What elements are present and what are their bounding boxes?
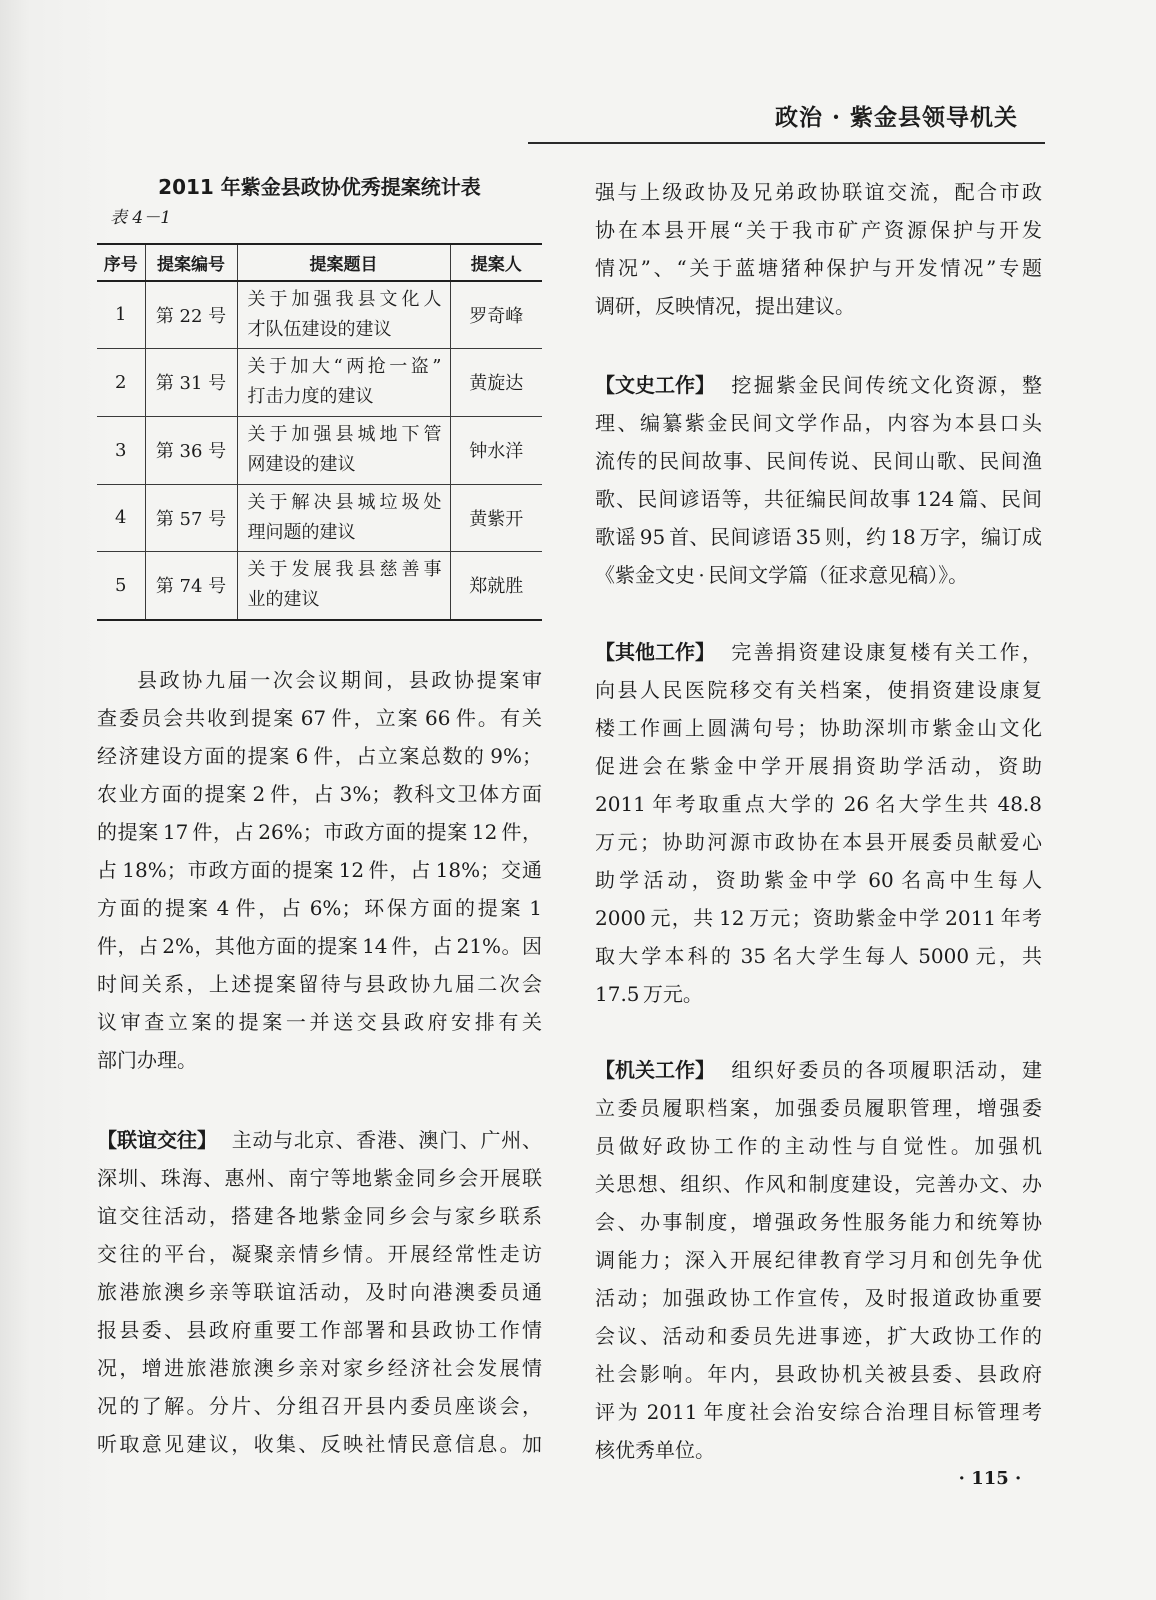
- liaison-section: [97, 1121, 542, 1463]
- cell-title: [237, 551, 450, 620]
- text-line: 况，增进旅港旅澳乡亲对家乡经济社会发展情: [97, 1356, 542, 1380]
- cell-title: [237, 281, 450, 348]
- text-line: [595, 366, 1042, 404]
- cell-no: 3: [97, 416, 145, 484]
- cell-title-line: 关于加大“两抢一盗”: [247, 356, 442, 377]
- heading-line-text: 完善捐资建设康复楼有关工作，: [729, 640, 1042, 664]
- text-line: 谊交往活动，搭建各地紫金同乡会与家乡联系: [97, 1204, 542, 1228]
- text-line: 调研，反映情况，提出建议。: [595, 294, 855, 318]
- cell-code: 第 57 号: [145, 484, 237, 551]
- text-line: 经济建设方面的提案 6 件，占立案总数的 9%；: [97, 744, 542, 768]
- table-row: [97, 416, 542, 484]
- text-line: 社会影响。年内，县政协机关被县委、县政府: [595, 1362, 1042, 1386]
- cell-title-line: 关于解决县城垃圾处: [247, 491, 442, 513]
- text-line: 2000 元，共 12 万元；资助紫金中学 2011 年考: [595, 906, 1042, 930]
- heading-line-text: 主动与北京、香港、澳门、广州、: [231, 1128, 542, 1152]
- text-line: 促进会在紫金中学开展捐资助学活动，资助: [595, 754, 1042, 778]
- cell-proposer: 黄旋达: [450, 348, 542, 416]
- text-line: 的提案 17 件，占 26%；市政方面的提案 12 件，: [97, 820, 542, 844]
- text-line: 17.5 万元。: [595, 982, 703, 1006]
- cell-code: 第 74 号: [145, 551, 237, 620]
- text-line: 农业方面的提案 2 件，占 3%；教科文卫体方面: [97, 782, 542, 806]
- text-line: [97, 1121, 542, 1159]
- column-header-proposer: 提案人: [450, 244, 542, 281]
- table-row: [97, 281, 542, 348]
- text-line: 会、办事制度，增强政务性服务能力和统筹协: [595, 1210, 1042, 1234]
- other-work-section: [595, 633, 1042, 1013]
- text-line: 况的了解。分片、分组召开县内委员座谈会，: [97, 1394, 542, 1418]
- text-line: 交往的平台，凝聚亲情乡情。开展经常性走访: [97, 1242, 542, 1266]
- cell-no: 1: [97, 281, 145, 348]
- text-line: 深圳、珠海、惠州、南宁等地紫金同乡会开展联: [97, 1166, 542, 1190]
- text-line: 立委员履职档案，加强委员履职管理，增强委: [595, 1096, 1042, 1120]
- table-row: [97, 348, 542, 416]
- text-line: 件，占 2%，其他方面的提案 14 件，占 21%。因: [97, 934, 542, 958]
- text-line: 方面的提案 4 件，占 6%；环保方面的提案 1: [97, 896, 542, 920]
- cell-title-line: 才队伍建设的建议: [247, 318, 392, 340]
- text-line: 《紫金文史 · 民间文学篇（征求意见稿）》。: [595, 563, 969, 587]
- header-rule: [528, 142, 1045, 144]
- cell-title-line: 理问题的建议: [247, 521, 356, 543]
- cell-proposer: 钟水洋: [450, 416, 542, 484]
- text-line: 部门办理。: [97, 1048, 197, 1072]
- cell-code: 第 31 号: [145, 348, 237, 416]
- proposal-stats-table: [97, 243, 542, 621]
- text-line: 理、编纂紫金民间文学作品，内容为本县口头: [595, 411, 1042, 435]
- table-header-row: [97, 244, 542, 281]
- cell-no: 2: [97, 348, 145, 416]
- text-line: 占 18%；市政方面的提案 12 件，占 18%；交通: [97, 858, 542, 882]
- cell-title-line: 关于加强我县文化人: [247, 288, 442, 310]
- text-line: 会议、活动和委员先进事迹，扩大政协工作的: [595, 1324, 1042, 1348]
- text-line: 员做好政协工作的主动性与自觉性。加强机: [595, 1134, 1042, 1158]
- text-line: 楼工作画上圆满句号；协助深圳市紫金山文化: [595, 716, 1042, 740]
- text-line: 情况”、“关于蓝塘猪种保护与开发情况”专题: [595, 256, 1042, 280]
- text-line: [595, 1051, 1042, 1089]
- text-line: 关思想、组织、作风和制度建设，完善办文、办: [595, 1172, 1042, 1196]
- text-line: 查委员会共收到提案 67 件，立案 66 件。有关: [97, 706, 542, 730]
- column-header-code: 提案编号: [145, 244, 237, 281]
- liaison-continued-paragraph: [595, 173, 1042, 325]
- cell-proposer: 罗奇峰: [450, 281, 542, 348]
- cell-title-line: 网建设的建议: [247, 454, 356, 475]
- cell-code: 第 36 号: [145, 416, 237, 484]
- table-row: [97, 484, 542, 551]
- text-line: 协在本县开展“关于我市矿产资源保护与开发: [595, 218, 1042, 242]
- culture-history-section: [595, 366, 1042, 594]
- text-line: 歌、民间谚语等，共征编民间故事 124 篇、民间: [595, 487, 1042, 511]
- text-line: 万元；协助河源市政协在本县开展委员献爱心: [595, 830, 1042, 854]
- cell-proposer: 黄紫开: [450, 484, 542, 551]
- cell-code: 第 22 号: [145, 281, 237, 348]
- text-line: 活动；加强政协工作宣传，及时报道政协重要: [595, 1286, 1042, 1310]
- page-number: · 115 ·: [958, 1468, 1022, 1489]
- section-heading: 【其他工作】: [595, 640, 715, 664]
- text-line: 2011 年考取重点大学的 26 名大学生共 48.8: [595, 792, 1042, 816]
- column-header-title: 提案题目: [237, 244, 450, 281]
- text-line: 核优秀单位。: [595, 1438, 715, 1462]
- text-line: 报县委、县政府重要工作部署和县政协工作情: [97, 1318, 542, 1342]
- cell-proposer: 郑就胜: [450, 551, 542, 620]
- text-line: 议审查立案的提案一并送交县政府安排有关: [97, 1010, 542, 1034]
- section-heading: 【文史工作】: [595, 373, 715, 397]
- text-line: 向县人民医院移交有关档案，使捐资建设康复: [595, 678, 1042, 702]
- text-line: [595, 633, 1042, 671]
- text-line: 流传的民间故事、民间传说、民间山歌、民间渔: [595, 449, 1042, 473]
- table-title: 2011 年紫金县政协优秀提案统计表: [158, 175, 481, 199]
- section-heading: 【机关工作】: [595, 1058, 715, 1082]
- text-line: 取大学本科的 35 名大学生每人 5000 元，共: [595, 944, 1042, 968]
- text-line: 调能力；深入开展纪律教育学习月和创先争优: [595, 1248, 1042, 1272]
- table-label: 表 4－1: [110, 208, 172, 228]
- text-line: 歌谣 95 首、民间谚语 35 则，约 18 万字，编订成: [595, 525, 1042, 549]
- office-work-section: [595, 1051, 1042, 1469]
- text-line: 旅港旅澳乡亲等联谊活动，及时向港澳委员通: [97, 1280, 542, 1304]
- text-line: 听取意见建议，收集、反映社情民意信息。加: [97, 1432, 542, 1456]
- cell-no: 5: [97, 551, 145, 620]
- text-line: 助学活动，资助紫金中学 60 名高中生每人: [595, 868, 1042, 892]
- running-header: 政治 · 紫金县领导机关: [774, 104, 1018, 131]
- table-row: [97, 551, 542, 620]
- cell-title: [237, 416, 450, 484]
- proposal-summary-paragraph: [97, 661, 542, 1079]
- text-line: 强与上级政协及兄弟政协联谊交流，配合市政: [595, 180, 1042, 204]
- cell-title: [237, 484, 450, 551]
- cell-title: [237, 348, 450, 416]
- cell-title-line: 关于发展我县慈善事: [247, 559, 442, 581]
- cell-title-line: 业的建议: [247, 589, 320, 611]
- text-line: 县政协九届一次会议期间，县政协提案审: [137, 668, 542, 692]
- heading-line-text: 组织好委员的各项履职活动，建: [729, 1058, 1042, 1082]
- heading-line-text: 挖掘紫金民间传统文化资源，整: [729, 373, 1042, 397]
- cell-title-line: 打击力度的建议: [247, 386, 374, 407]
- cell-title-line: 关于加强县城地下管: [247, 424, 442, 445]
- text-line: 时间关系，上述提案留待与县政协九届二次会: [97, 972, 542, 996]
- column-header-no: 序号: [97, 244, 145, 281]
- section-heading: 【联谊交往】: [97, 1128, 217, 1152]
- cell-no: 4: [97, 484, 145, 551]
- text-line: 评为 2011 年度社会治安综合治理目标管理考: [595, 1400, 1042, 1424]
